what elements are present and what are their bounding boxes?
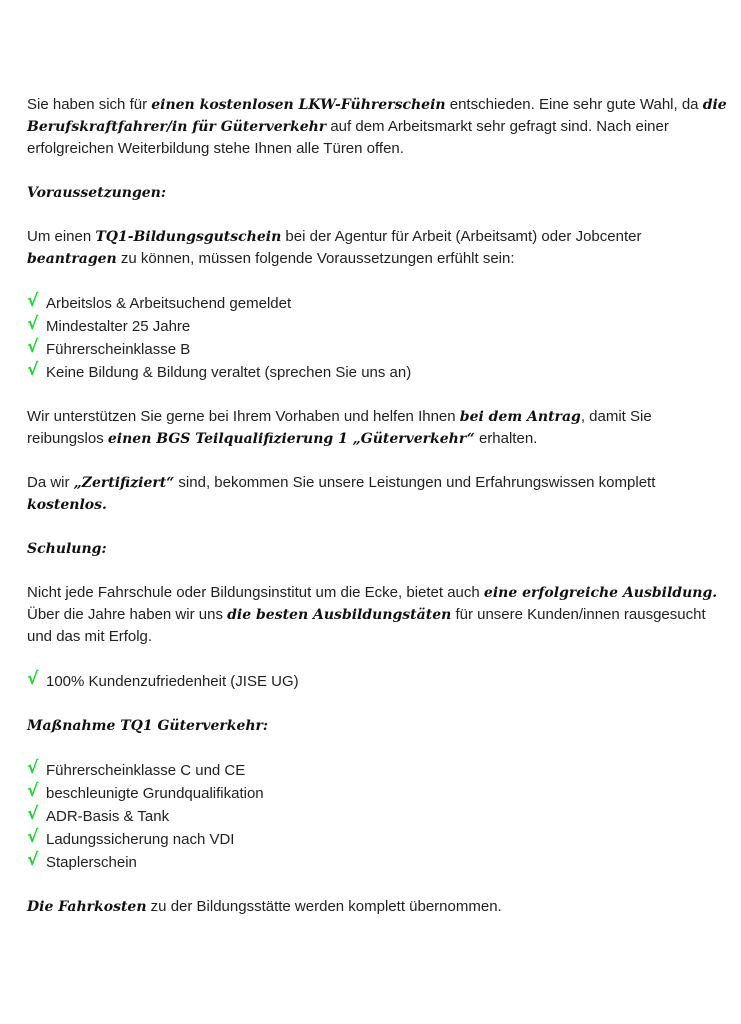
list-item xyxy=(27,782,727,805)
intro-emphasis-1: einen kostenlosen LKW-Führerschein xyxy=(151,97,446,113)
list-item xyxy=(27,361,727,384)
fahrkosten-emphasis: Die Fahrkosten xyxy=(27,899,147,915)
list-item xyxy=(27,759,727,782)
schulung-text-2: Über die Jahre haben wir uns xyxy=(27,606,228,623)
zertifiziert-paragraph xyxy=(27,472,727,516)
zertifiziert-text-1: Da wir xyxy=(27,474,74,491)
intro-paragraph xyxy=(27,94,727,160)
zertifiziert-text-2: sind, bekommen Sie unsere Leistungen und Erfahrungswissen komplett xyxy=(174,474,656,491)
list-item xyxy=(27,851,727,874)
intro-text-3: auf dem Arbeitsmarkt sehr gefragt sind. Nach einer erfolgreichen Weiterbildung stehe Ihnen alle Türen offen. xyxy=(27,118,669,157)
massnahme-heading: Maßnahme TQ1 Güterverkehr: xyxy=(27,718,269,734)
list-item-label: Führerscheinklasse B xyxy=(46,341,191,358)
schulung-emphasis-1: eine erfolgreiche Ausbildung. xyxy=(483,585,718,601)
checkmark-icon: √ xyxy=(27,291,39,311)
schulung-text-3: für unsere Kunden/innen rausgesucht und das mit Erfolg. xyxy=(27,606,706,645)
list-item xyxy=(27,292,727,315)
support-emphasis-1: bei dem Antrag xyxy=(459,409,581,425)
list-item-label: 100% Kundenzufriedenheit (JISE UG) xyxy=(46,673,299,690)
list-item-label: Arbeitslos & Arbeitsuchend gemeldet xyxy=(46,295,292,312)
checkmark-icon: √ xyxy=(27,758,39,778)
zertifiziert-emphasis-1: „Zertifiziert“ xyxy=(73,475,175,491)
intro-text-1: Sie haben sich für xyxy=(27,96,152,113)
list-item-label: beschleunigte Grundqualifikation xyxy=(46,785,264,802)
checkmark-icon: √ xyxy=(27,804,39,824)
list-item xyxy=(27,670,727,693)
list-item-label: Mindestalter 25 Jahre xyxy=(46,318,191,335)
voraussetzungen-paragraph xyxy=(27,226,727,270)
checkmark-icon: √ xyxy=(27,337,39,357)
schulung-emphasis-2: die besten Ausbildungstäten xyxy=(227,607,452,623)
support-paragraph xyxy=(27,406,727,450)
list-item xyxy=(27,338,727,361)
list-item-label: Führerscheinklasse C und CE xyxy=(46,762,246,779)
zertifiziert-emphasis-2: kostenlos. xyxy=(27,497,107,513)
voraussetzungen-heading: Voraussetzungen: xyxy=(27,185,167,201)
voraussetzungen-text-1: Um einen xyxy=(27,228,96,245)
schulung-checklist xyxy=(27,670,727,693)
list-item xyxy=(27,828,727,851)
fahrkosten-paragraph xyxy=(27,896,727,918)
support-text-3: erhalten. xyxy=(474,430,538,447)
list-item-label: ADR-Basis & Tank xyxy=(46,808,170,825)
checkmark-icon: √ xyxy=(27,314,39,334)
checkmark-icon: √ xyxy=(27,827,39,847)
schulung-text-1: Nicht jede Fahrschule oder Bildungsinstitut um die Ecke, bietet auch xyxy=(27,584,484,601)
list-item-label: Staplerschein xyxy=(46,854,137,871)
checkmark-icon: √ xyxy=(27,360,39,380)
list-item xyxy=(27,805,727,828)
voraussetzungen-checklist xyxy=(27,292,727,384)
checkmark-icon: √ xyxy=(27,669,39,689)
list-item-label: Ladungssicherung nach VDI xyxy=(46,831,235,848)
schulung-heading: Schulung: xyxy=(27,541,107,557)
voraussetzungen-emphasis-1: TQ1-Bildungsgutschein xyxy=(95,229,282,245)
voraussetzungen-text-3: zu können, müssen folgende Voraussetzungen erfühlt sein: xyxy=(116,250,515,267)
voraussetzungen-emphasis-2: beantragen xyxy=(27,251,117,267)
support-emphasis-2: einen BGS Teilqualifizierung 1 „Güterverkehr“ xyxy=(107,431,475,447)
voraussetzungen-text-2: bei der Agentur für Arbeit (Arbeitsamt) oder Jobcenter xyxy=(281,228,642,245)
checkmark-icon: √ xyxy=(27,850,39,870)
intro-emphasis-2: die Berufskraftfahrer/in für Güterverkehr xyxy=(27,97,727,135)
list-item-label: Keine Bildung & Bildung veraltet (sprechen Sie uns an) xyxy=(46,364,412,381)
support-text-2: , damit Sie reibungslos xyxy=(27,408,652,447)
list-item xyxy=(27,315,727,338)
fahrkosten-text: zu der Bildungsstätte werden komplett übernommen. xyxy=(146,898,502,915)
support-text-1: Wir unterstützen Sie gerne bei Ihrem Vorhaben und helfen Ihnen xyxy=(27,408,460,425)
schulung-paragraph xyxy=(27,582,727,648)
checkmark-icon: √ xyxy=(27,781,39,801)
massnahme-checklist xyxy=(27,759,727,874)
document-page xyxy=(27,94,727,918)
intro-text-2: entschieden. Eine sehr gute Wahl, da xyxy=(445,96,703,113)
